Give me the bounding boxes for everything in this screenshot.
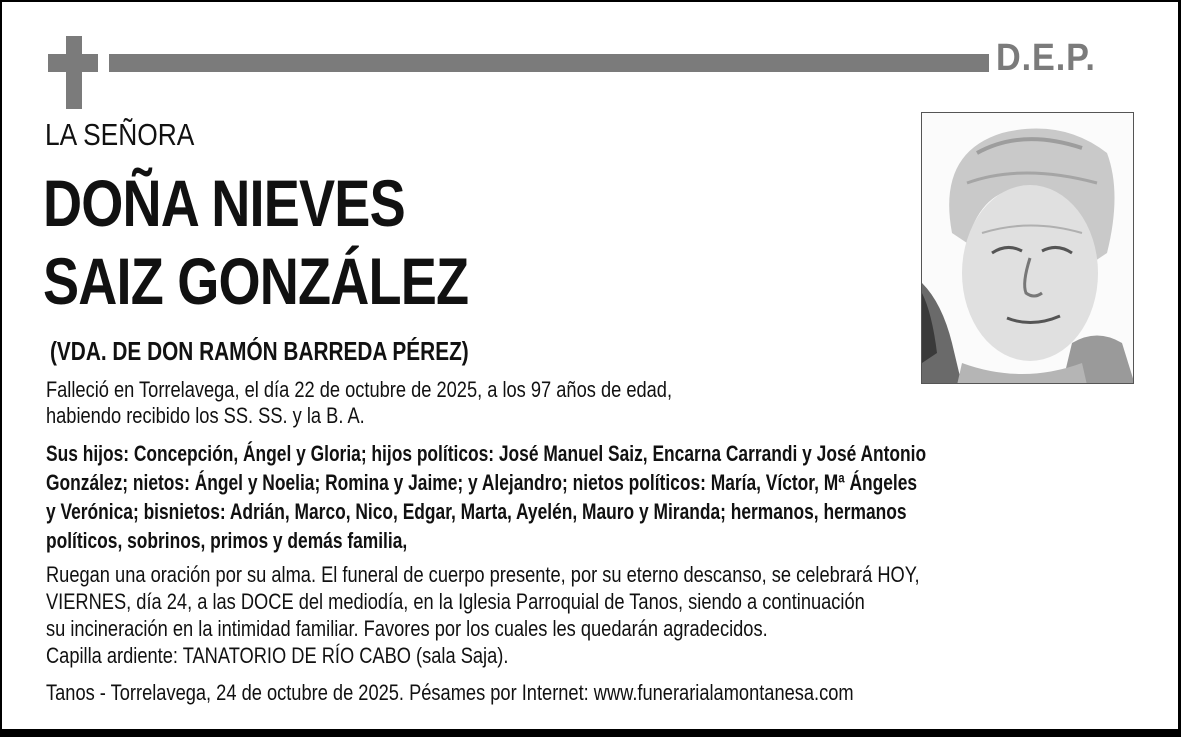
portrait-illustration xyxy=(922,113,1134,384)
funeral-line: Capilla ardiente: TANATORIO DE RÍO CABO (sala Saja). xyxy=(46,643,509,668)
funeral-line: su incineración en la intimidad familiar. Favores por los cuales les quedarán agradecidos. xyxy=(46,616,768,641)
cross-vertical-bar xyxy=(66,36,82,109)
footer-text: Tanos - Torrelavega, 24 de octubre de 2025. Pésames por Internet: www.funerarialamontanesa.com xyxy=(46,680,854,705)
cross-horizontal-bar xyxy=(48,54,98,72)
header-rule xyxy=(109,54,989,72)
funeral-line: VIERNES, día 24, a las DOCE del mediodía, en la Iglesia Parroquial de Tanos, siendo a continuación xyxy=(46,589,865,614)
dep-label: D.E.P. xyxy=(996,37,1096,79)
family-line: Sus hijos: Concepción, Ángel y Gloria; hijos políticos: José Manuel Saiz, Encarna Carrandi y José Antonio xyxy=(46,441,927,466)
family-line: y Verónica; bisnietos: Adrián, Marco, Nico, Edgar, Marta, Ayelén, Mauro y Miranda; hermanos, hermanos xyxy=(46,499,907,524)
funeral-line: Ruegan una oración por su alma. El funeral de cuerpo presente, por su eterno descanso, se celebrará HOY, xyxy=(46,562,920,587)
family-line: González; nietos: Ángel y Noelia; Romina y Jaime; y Alejandro; nietos políticos: María, Víctor, Mª Ángeles xyxy=(46,470,918,495)
death-notice-line: Falleció en Torrelavega, el día 22 de octubre de 2025, a los 97 años de edad, xyxy=(46,377,673,402)
deceased-name-line1: DOÑA NIEVES xyxy=(43,166,405,240)
deceased-name-line2: SAIZ GONZÁLEZ xyxy=(43,244,469,318)
death-notice-line: habiendo recibido los SS. SS. y la B. A. xyxy=(46,403,365,428)
honorific-title: LA SEÑORA xyxy=(45,117,195,152)
widow-of-line: (VDA. DE DON RAMÓN BARREDA PÉREZ) xyxy=(50,336,469,366)
family-line: políticos, sobrinos, primos y demás familia, xyxy=(46,528,408,553)
portrait-photo xyxy=(921,112,1134,384)
